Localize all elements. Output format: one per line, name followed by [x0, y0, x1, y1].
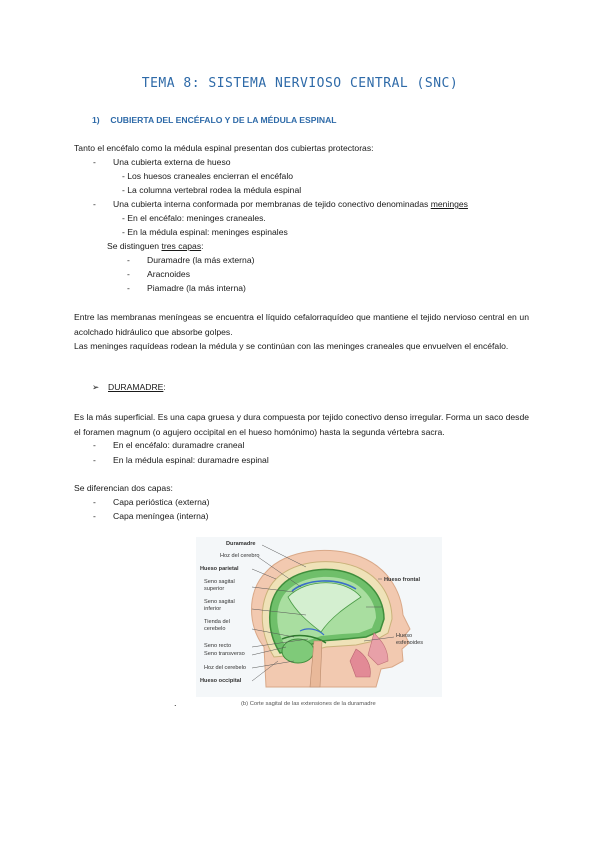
- section-label: CUBIERTA DEL ENCÉFALO Y DE LA MÉDULA ESPINAL: [110, 115, 337, 125]
- list-item: - Capa perióstica (externa): [93, 497, 210, 507]
- label-seno-sup-2: superior: [204, 586, 225, 592]
- label-seno-transverso: Seno transverso: [204, 651, 245, 657]
- duramadre-description: Es la más superficial. Es una capa gruesa y dura compuesta por tejido conectivo denso irregular. Forma un saco desde el foramen magnum (o agujero occipital en el hueso homónimo) hasta la segunda vértebra sacra.: [74, 412, 529, 437]
- list-item: - En la médula espinal: meninges espinales: [122, 227, 288, 237]
- label-hoz-cerebelo: Hoz del cerebelo: [204, 665, 246, 671]
- list-item: - En el encéfalo: meninges craneales.: [122, 213, 266, 223]
- label-seno-inf-1: Seno sagital: [204, 599, 235, 605]
- label-hoz-cerebro: Hoz del cerebro: [220, 553, 260, 559]
- duramadre-item: En la médula espinal: duramadre espinal: [113, 455, 269, 465]
- figure-caption: (b) Corte sagital de las extensiones de la duramadre: [241, 701, 376, 707]
- meninges-keyword: meninges: [430, 199, 468, 209]
- duramadre-item: En el encéfalo: duramadre craneal: [113, 440, 245, 450]
- list-item: - Capa meníngea (interna): [93, 511, 209, 521]
- list-item: - En el encéfalo: duramadre craneal: [93, 440, 245, 450]
- page-title: TEMA 8: SISTEMA NERVIOSO CENTRAL (SNC): [141, 76, 459, 91]
- duramadre-heading-label: DURAMADRE: [108, 382, 164, 392]
- arrow-bullet-icon: ➢: [92, 382, 100, 392]
- capa-label: Aracnoides: [147, 269, 190, 279]
- duramadre-capa: Capa perióstica (externa): [113, 497, 210, 507]
- label-hueso-frontal: Hueso frontal: [384, 577, 421, 583]
- label-hueso-occipital: Hueso occipital: [200, 678, 242, 684]
- capa-label: Duramadre (la más externa): [147, 255, 255, 265]
- capas-suffix: :: [201, 241, 204, 251]
- label-hueso-esf-2: esfenoides: [396, 640, 424, 646]
- list-item-externa: - Una cubierta externa de hueso: [93, 157, 231, 167]
- duramadre-heading-suffix: :: [163, 382, 166, 392]
- section-heading: [92, 115, 337, 125]
- list-item-capa: - Duramadre (la más externa): [127, 255, 255, 265]
- interna-label: Una cubierta interna conformada por membranas de tejido conectivo denominadas: [113, 199, 429, 209]
- list-item: - La columna vertebral rodea la médula espinal: [122, 185, 302, 195]
- duramadre-capas-intro: Se diferencian dos capas:: [74, 483, 173, 493]
- label-duramadre: Duramadre: [226, 541, 256, 547]
- list-item-capa: - Piamadre (la más interna): [127, 283, 246, 293]
- duramadre-capa: Capa meníngea (interna): [113, 511, 209, 521]
- label-seno-recto: Seno recto: [204, 643, 232, 649]
- duramadre-sagittal-figure: [196, 537, 442, 709]
- capa-label: Piamadre (la más interna): [147, 283, 246, 293]
- label-hueso-esf-1: Hueso: [396, 633, 413, 639]
- label-hueso-parietal: Hueso parietal: [200, 566, 239, 572]
- label-seno-inf-2: inferior: [204, 606, 222, 612]
- list-item: - En la médula espinal: duramadre espinal: [93, 455, 269, 465]
- capas-intro: [107, 241, 204, 251]
- capas-prefix: Se distinguen: [107, 241, 160, 251]
- label-tienda-2: cerebelo: [204, 626, 226, 632]
- duramadre-heading: [92, 382, 166, 393]
- label-tienda-1: Tienda del: [204, 619, 230, 625]
- list-item: - Los huesos craneales encierran el encéfalo: [122, 171, 294, 181]
- capas-keyword: tres capas: [161, 241, 202, 251]
- section-number: 1): [92, 115, 100, 125]
- intro-text: Tanto el encéfalo como la médula espinal presentan dos cubiertas protectoras:: [74, 143, 374, 153]
- label-seno-sup-1: Seno sagital: [204, 579, 235, 585]
- list-item-interna: - Una cubierta interna conformada por membranas de tejido conectivo denominadas meninges: [93, 199, 468, 209]
- list-item-capa: - Aracnoides: [127, 269, 190, 279]
- stray-dot: .: [174, 698, 177, 708]
- paragraph-lcr: Entre las membranas meníngeas se encuentra el líquido cefalorraquídeo que mantiene el tejido nervioso central en un acolchado hidráulico que absorbe golpes.: [74, 312, 529, 337]
- externa-label: Una cubierta externa de hueso: [113, 157, 231, 167]
- paragraph-meninges: Las meninges raquídeas rodean la médula y se continúan con las meninges craneales que envuelven el encéfalo.: [74, 341, 509, 351]
